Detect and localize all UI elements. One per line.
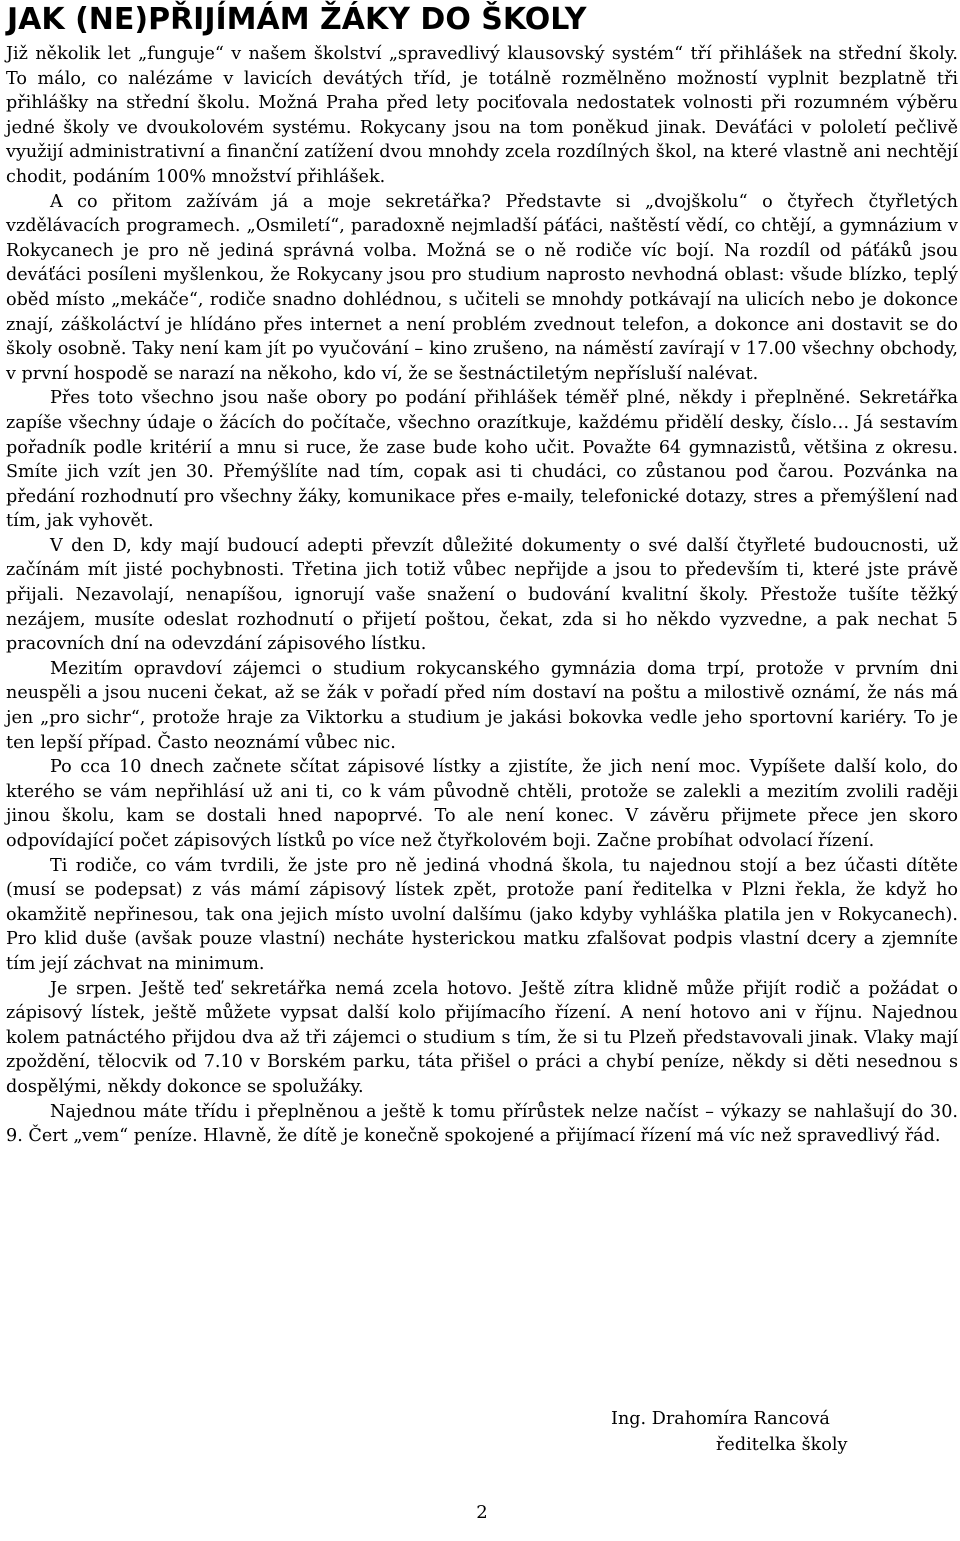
paragraph-9: Najednou máte třídu i přeplněnou a ještě k tomu přírůstek nelze načíst – výkazy se nahlašují do 30. 9. Čert „vem“ peníze. Hlavně, že dítě je konečně spokojené a přijímací řízení má víc než spravedlivý řád.: [6, 1101, 958, 1147]
paragraph-6: Po cca 10 dnech začnete sčítat zápisové lístky a zjistíte, že jich není moc. Vypíšete další kolo, do kterého se vám nepřihlásí už ani ti, co k vám původně chtěli, protože se zalekli a mezitím zvolili raději jinou školu, kam se dostali hned napoprvé. To ale není konec. V závěru přijmete přece jen skoro odpovídající počet zápisových lístků po více než čtyřkolovém boji. Začne probíhat odvolací řízení.: [6, 757, 958, 851]
signature-role: ředitelka školy: [716, 1435, 848, 1455]
page-number: 2: [476, 1502, 488, 1523]
paragraph-3: Přes toto všechno jsou naše obory po podání přihlášek téměř plné, někdy i přeplněné. Sekretářka zapíše všechny údaje o žácích do počítače, všechno orazítkuje, každému přidělí desky, číslo… Já sestavím pořadník podle kritérií a mnu si ruce, že zase bude koho učit. Považte 64 gymnazistů, většina z okresu. Smíte jich vzít jen 30. Přemýšlíte nad tím, copak asi ti chudáci, co zůstanou pod čarou. Pozvánka na předání rozhodnutí pro všechny žáky, komunikace přes e-maily, telefonické dotazy, stres a přemýšlení nad tím, jak vyhovět.: [6, 388, 958, 532]
article-body: [6, 42, 958, 1149]
signature-name: Ing. Drahomíra Rancová: [611, 1409, 830, 1429]
paragraph-5: Mezitím opravdoví zájemci o studium rokycanského gymnázia doma trpí, protože v prvním dni neuspěli a jsou nuceni čekat, až se žák v pořadí před ním dostaví na poštu a milostivě oznámí, že nás má jen „pro sichr“, protože hraje za Viktorku a studium je jakási bokovka vedle jeho sportovní kariéry. To je ten lepší případ. Často neoznámí vůbec nic.: [6, 658, 958, 753]
paragraph-7: Ti rodiče, co vám tvrdili, že jste pro ně jediná vhodná škola, tu najednou stojí a bez účasti dítěte (musí se podepsat) z vás mámí zápisový lístek zpět, protože paní ředitelka v Plzni řekla, že když ho okamžitě nepřinesou, tak ona jejich místo uvolní dalšímu (jako kdyby vyhláška platila jen v Rokycanech). Pro klid duše (avšak pouze vlastní) necháte hysterickou matku zfalšovat podpis vlastní dcery a zjemníte tím její záchvat na minimum.: [6, 855, 958, 974]
paragraph-8: Je srpen. Ještě teď sekretářka nemá zcela hotovo. Ještě zítra klidně může přijít rodič a požádat o zápisový lístek, ještě můžete vypsat další kolo přijímacího řízení. A není hotovo ani v říjnu. Najednou kolem patnáctého přijdou dva až tři zájemci o studium s tím, že si tu Plzeň představovali jinak. Vlaky mají zpoždění, tělocvik od 7.10 v Borském parku, táta přišel o práci a chybí peníze, někdy si děti nesednou s dospělými, někdy dokonce se spolužáky.: [6, 978, 958, 1097]
article-title: JAK (NE)PŘIJÍMÁM ŽÁKY DO ŠKOLY: [7, 2, 587, 37]
paragraph-4: V den D, kdy mají budoucí adepti převzít důležité dokumenty o své další čtyřleté budoucnosti, už začínám mít jisté pochybnosti. Třetina jich totiž vůbec nepřijde a jsou to především ti, které jste právě přijali. Nezavolají, nenapíšou, ignorují vaše snažení o budování kvalitní školy. Přestože tušíte těžký nezájem, musíte odeslat rozhodnutí o přijetí poštou, čekat, zda si ho někdo vyzvedne, a pak nechat 5 pracovních dní na odevzdání zápisového lístku.: [6, 535, 958, 655]
paragraph-1: Již několik let „funguje“ v našem školství „spravedlivý klausovský systém“ tří přihlášek na střední školy. To málo, co nalézáme v lavicích devátých tříd, je totálně rozmělněno možností vyplnit bezplatně tři přihlášky na střední školu. Možná Praha před lety pociťovala nedostatek volnosti při rozumném výběru jedné školy ve dvoukolovém systému. Rokycany jsou na tom poněkud jinak. Deváťáci v pololetí pečlivě využijí administrativní a finanční zatížení dvou mnohdy zcela rozdílných škol, na které vlastně ani nechtějí chodit, podáním 100% množství přihlášek.: [6, 44, 958, 187]
paragraph-2: A co přitom zažívám já a moje sekretářka? Představte si „dvojškolu“ o čtyřech čtyřletých vzdělávacích programech. „Osmiletí“, paradoxně nejmladší páťáci, naštěstí vědí, co chtějí, a gymnázium v Rokycanech je pro ně jediná správná volba. Možná se o ně rodiče víc bojí. Na rozdíl od páťáků jsou deváťáci posíleni myšlenkou, že Rokycany jsou pro studium naprosto nevhodná oblast: všude blízko, teplý oběd místo „mekáče“, rodiče snadno dohlédnou, s učiteli se mnohdy potkávají na ulicích nebo je dokonce znají, záškoláctví je hlídáno přes internet a není problém zvednout telefon, a dokonce ani dostavit se do školy osobně. Taky není kam jít po vyučování – kino zrušeno, na náměstí zavírají v 17.00 všechny obchody, v první hospodě se narazí na někoho, kdo ví, že se šestnáctiletým nepřísluší nalévat.: [6, 191, 958, 384]
